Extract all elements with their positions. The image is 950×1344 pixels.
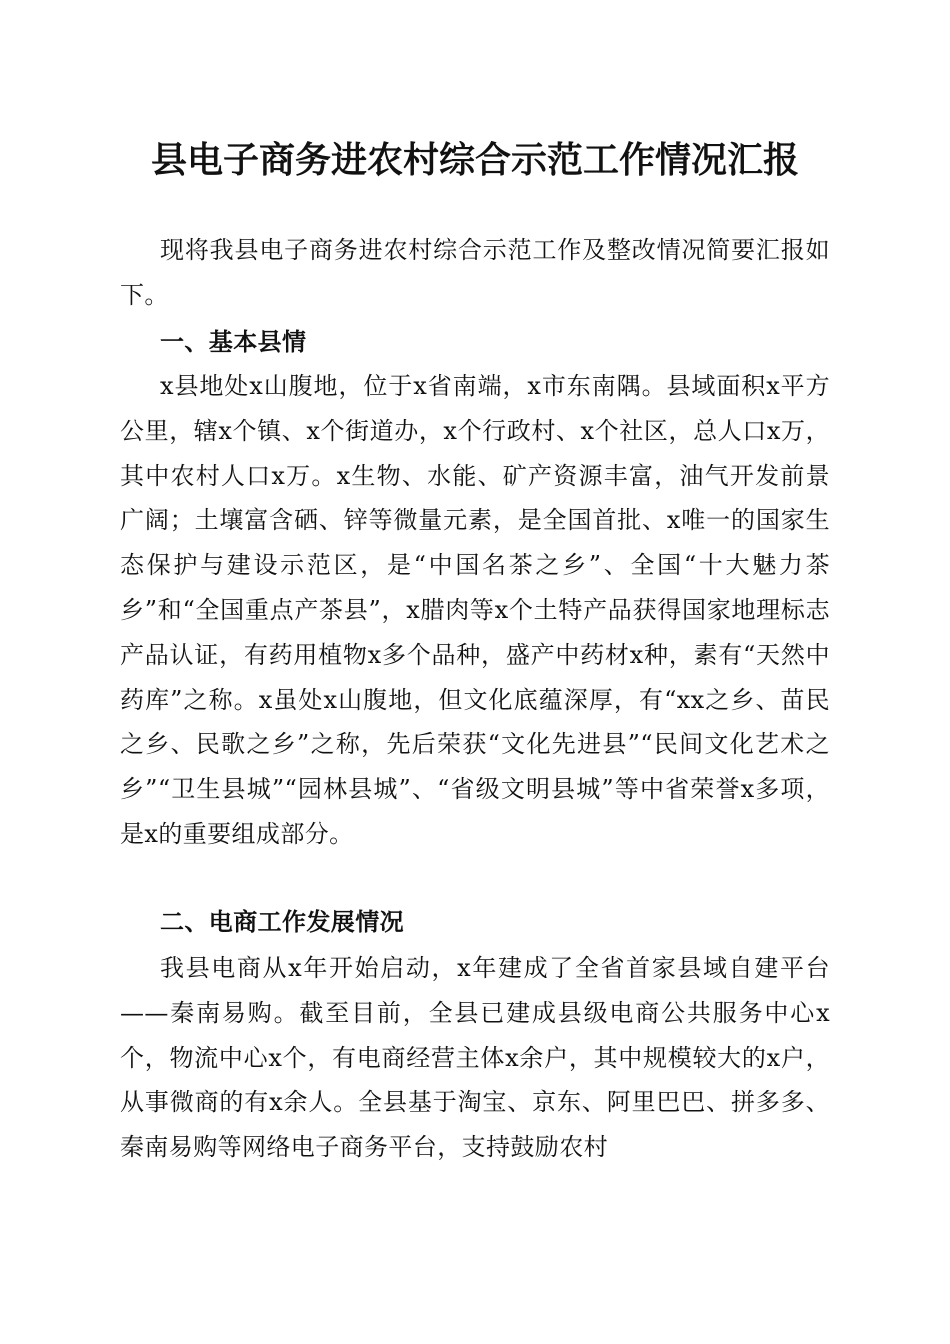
section-paragraph-basic-county-info: x县地处x山腹地，位于x省南端，x市东南隅。县域面积x平方公里，辖x个镇、x个街道办，x个行政村、x个社区，总人口x万，其中农村人口x万。x生物、水能、矿产资源丰富，油气开发前景广阔；土壤富含硒、锌等微量元素，是全国首批、x唯一的国家生态保护与建设示范区，是“中国名茶之乡”、全国“十大魅力茶乡”和“全国重点产茶县”，x腊肉等x个土特产品获得国家地理标志产品认证，有药用植物x多个品种，盛产中药材x种，素有“天然中药库”之称。x虽处x山腹地，但文化底蕴深厚，有“xx之乡、苗民之乡、民歌之乡”之称，先后荣获“文化先进县”“民间文化艺术之乡”“卫生县城”“园林县城”、“省级文明县城”等中省荣誉x多项，是x的重要组成部分。 (120, 372, 830, 848)
section-paragraph-ecommerce-development: 我县电商从x年开始启动，x年建成了全省首家县域自建平台——秦南易购。截至目前，全县已建成县级电商公共服务中心x个，物流中心x个，有电商经营主体x余户，其中规模较大的x户，从事微商的有x余人。全县基于淘宝、京东、阿里巴巴、拼多多、秦南易购等网络电子商务平台，支持鼓励农村 (120, 954, 830, 1162)
intro-paragraph: 现将我县电子商务进农村综合示范工作及整改情况简要汇报如下。 (120, 236, 830, 309)
document-title: 县电子商务进农村综合示范工作情况汇报 (150, 139, 799, 181)
section-heading-basic-county-info: 一、基本县情 (160, 328, 307, 356)
section-heading-ecommerce-development: 二、电商工作发展情况 (160, 908, 404, 936)
